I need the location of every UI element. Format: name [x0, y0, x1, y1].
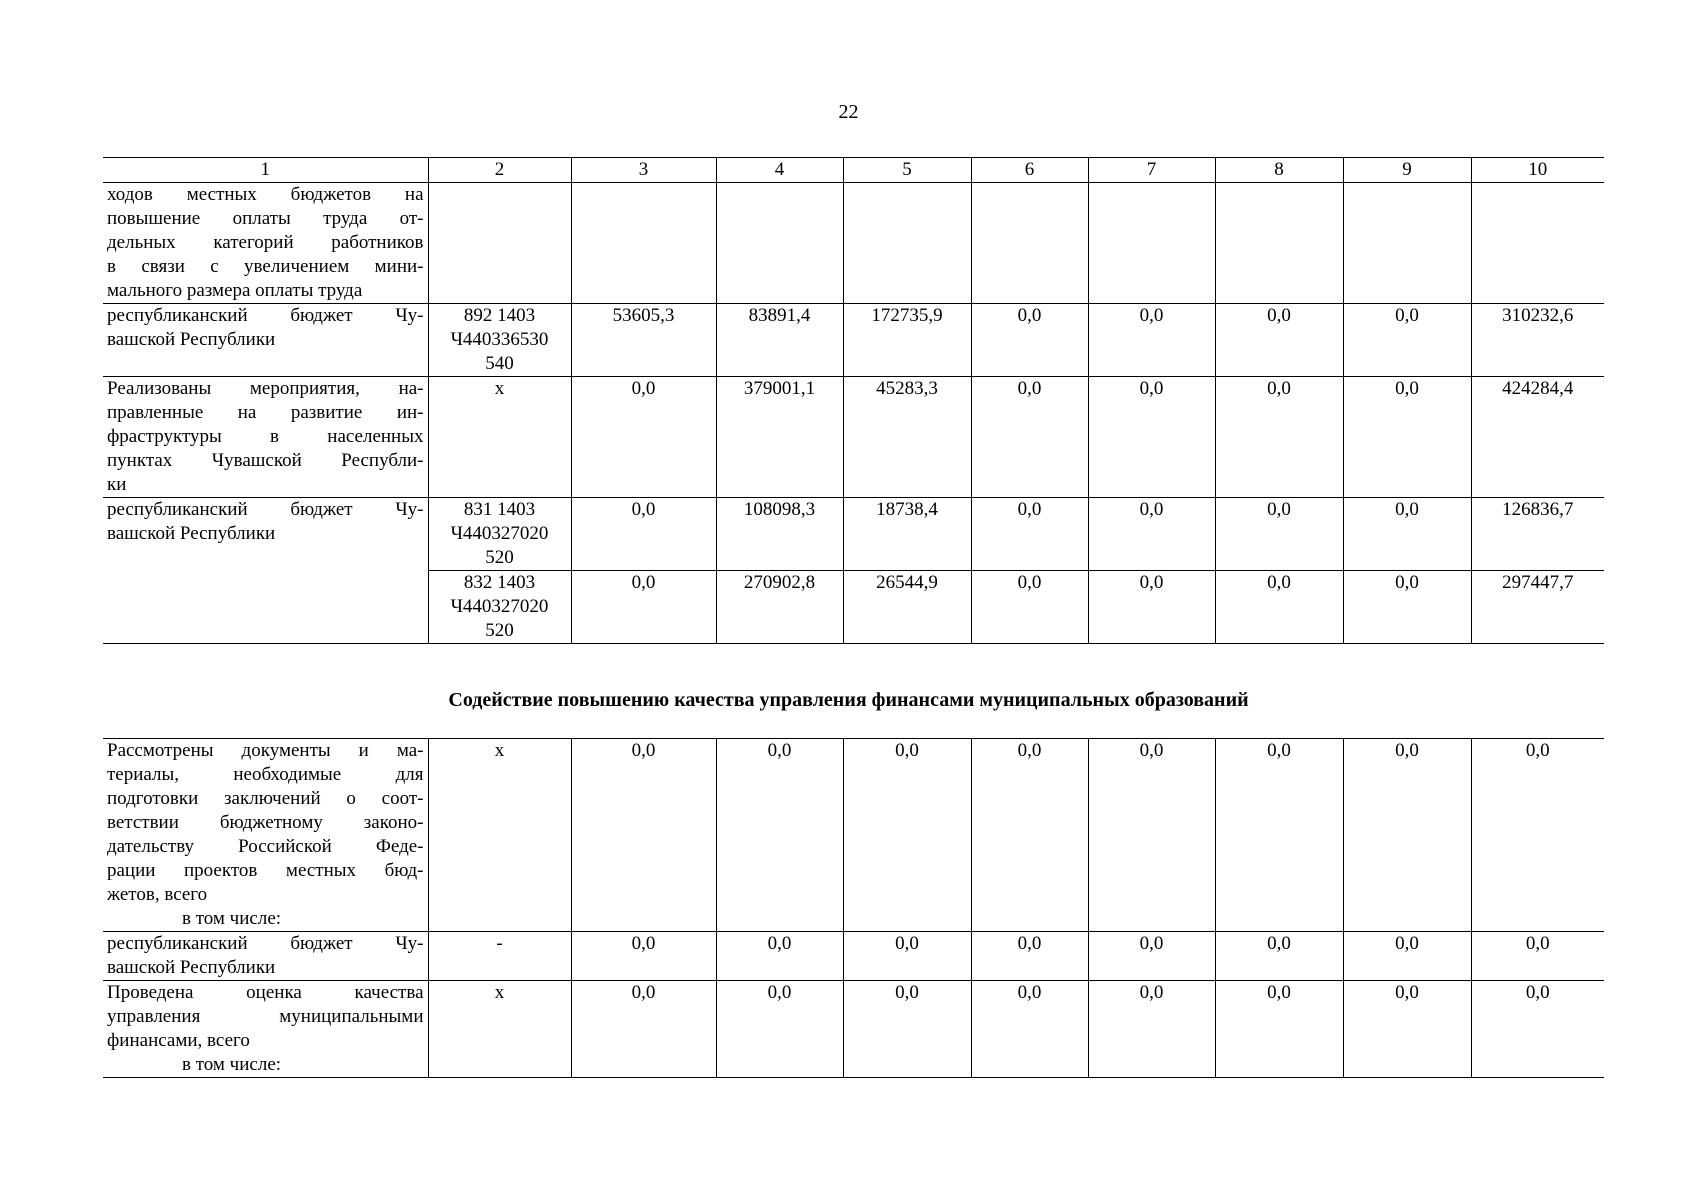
budget-code — [428, 183, 571, 304]
value-cell: 0,0 — [1088, 981, 1215, 1078]
table-row — [103, 498, 1604, 571]
text-line: 832 1403 — [463, 572, 536, 593]
value-cell: 45283,3 — [843, 377, 971, 498]
value-cell: 0,0 — [843, 739, 971, 932]
value-cell: 0,0 — [971, 377, 1088, 498]
value-cell: 0,0 — [1088, 304, 1215, 377]
section-title: Содействие повышению качества управления финансами муниципальных образований — [448, 689, 1249, 711]
budget-code — [428, 739, 571, 932]
row-description — [103, 183, 428, 304]
column-header: 8 — [1215, 158, 1343, 183]
value-cell: 0,0 — [1088, 739, 1215, 932]
column-header: 3 — [571, 158, 716, 183]
value-cell: 0,0 — [1471, 932, 1604, 981]
value-cell: 0,0 — [971, 498, 1088, 571]
text-line: Ч440327020 — [450, 596, 549, 617]
text-line: 831 1403 — [463, 499, 536, 520]
budget-code — [428, 304, 571, 377]
value-cell: 0,0 — [1088, 377, 1215, 498]
value-cell: 0,0 — [571, 377, 716, 498]
column-header: 9 — [1343, 158, 1471, 183]
budget-table-bottom — [103, 738, 1604, 1078]
text-line: республиканский бюджет Чу- — [107, 305, 424, 326]
value-cell: 0,0 — [971, 304, 1088, 377]
budget-code — [428, 377, 571, 498]
row-description — [103, 739, 428, 932]
text-line: вашской Республики — [107, 957, 276, 978]
value-cell: 0,0 — [1215, 304, 1343, 377]
value-cell: 310232,6 — [1471, 304, 1604, 377]
table-row — [103, 377, 1604, 498]
value-cell: 424284,4 — [1471, 377, 1604, 498]
text-line: ходов местных бюджетов на — [107, 184, 424, 205]
text-line: пунктах Чувашской Республи- — [107, 450, 424, 471]
text-line: рации проектов местных бюд- — [107, 860, 424, 881]
column-header: 5 — [843, 158, 971, 183]
column-header: 10 — [1471, 158, 1604, 183]
text-line: правленные на развитие ин- — [107, 402, 424, 423]
value-cell — [571, 183, 716, 304]
value-cell: 0,0 — [571, 571, 716, 644]
value-cell: 0,0 — [571, 739, 716, 932]
text-line: повышение оплаты труда от- — [107, 208, 424, 229]
text-line: х — [494, 740, 505, 761]
value-cell: 0,0 — [1088, 932, 1215, 981]
value-cell: 0,0 — [971, 571, 1088, 644]
text-line: 520 — [485, 547, 514, 568]
value-cell: 0,0 — [716, 932, 843, 981]
text-line: фраструктуры в населенных — [107, 426, 424, 447]
value-cell: 0,0 — [1343, 932, 1471, 981]
value-cell: 379001,1 — [716, 377, 843, 498]
row-description — [103, 981, 428, 1078]
value-cell — [971, 183, 1088, 304]
value-cell: 0,0 — [1471, 739, 1604, 932]
value-cell: 0,0 — [571, 498, 716, 571]
text-line: Рассмотрены документы и ма- — [107, 740, 424, 761]
column-header: 6 — [971, 158, 1088, 183]
page-number: 22 — [838, 101, 859, 123]
including-label: в том числе: — [182, 908, 282, 929]
text-line: управления муниципальными — [107, 1006, 424, 1027]
text-line: х — [494, 378, 505, 399]
budget-code — [428, 981, 571, 1078]
value-cell: 108098,3 — [716, 498, 843, 571]
column-header: 7 — [1088, 158, 1215, 183]
row-description — [103, 571, 428, 644]
value-cell: 297447,7 — [1471, 571, 1604, 644]
value-cell — [1343, 183, 1471, 304]
text-line: подготовки заключений о соот- — [107, 788, 424, 809]
value-cell: 0,0 — [1343, 981, 1471, 1078]
value-cell: 0,0 — [971, 932, 1088, 981]
column-header-row — [103, 158, 1604, 183]
value-cell: 0,0 — [1343, 498, 1471, 571]
text-line: республиканский бюджет Чу- — [107, 499, 424, 520]
value-cell: 0,0 — [1215, 981, 1343, 1078]
value-cell: 270902,8 — [716, 571, 843, 644]
value-cell: 0,0 — [971, 739, 1088, 932]
row-description — [103, 304, 428, 377]
value-cell: 0,0 — [971, 981, 1088, 1078]
text-line: жетов, всего — [107, 884, 208, 905]
value-cell: 26544,9 — [843, 571, 971, 644]
text-line: в связи с увеличением мини- — [107, 256, 424, 277]
row-description — [103, 932, 428, 981]
value-cell: 0,0 — [716, 981, 843, 1078]
text-line: мального размера оплаты труда — [107, 280, 363, 301]
text-line: вашской Республики — [107, 329, 276, 350]
value-cell: 0,0 — [571, 932, 716, 981]
value-cell: 126836,7 — [1471, 498, 1604, 571]
table-row — [103, 932, 1604, 981]
value-cell: 0,0 — [1471, 981, 1604, 1078]
value-cell — [1471, 183, 1604, 304]
text-line: х — [494, 982, 505, 1003]
text-line: ветствии бюджетному законо- — [107, 812, 424, 833]
text-line: дательству Российской Феде- — [107, 836, 424, 857]
value-cell: 172735,9 — [843, 304, 971, 377]
value-cell: 0,0 — [1343, 571, 1471, 644]
value-cell: 0,0 — [1215, 498, 1343, 571]
text-line: дельных категорий работников — [107, 232, 424, 253]
value-cell: 0,0 — [843, 981, 971, 1078]
value-cell: 83891,4 — [716, 304, 843, 377]
text-line: 540 — [485, 353, 514, 374]
value-cell: 53605,3 — [571, 304, 716, 377]
text-line: Проведена оценка качества — [107, 982, 424, 1003]
text-line: Ч440327020 — [450, 523, 549, 544]
value-cell: 0,0 — [1343, 304, 1471, 377]
table-row — [103, 981, 1604, 1078]
text-line: териалы, необходимые для — [107, 764, 424, 785]
budget-code — [428, 932, 571, 981]
column-header: 2 — [428, 158, 571, 183]
text-line: - — [496, 933, 503, 954]
value-cell: 0,0 — [1215, 739, 1343, 932]
text-line: 520 — [485, 620, 514, 641]
table-row — [103, 739, 1604, 932]
value-cell: 0,0 — [1215, 377, 1343, 498]
text-line: ки — [107, 474, 127, 495]
row-description — [103, 498, 428, 571]
value-cell — [1088, 183, 1215, 304]
text-line: финансами, всего — [107, 1030, 250, 1051]
text-line: вашской Республики — [107, 523, 276, 544]
value-cell: 0,0 — [1343, 739, 1471, 932]
value-cell — [843, 183, 971, 304]
value-cell: 0,0 — [1343, 377, 1471, 498]
value-cell: 0,0 — [1088, 498, 1215, 571]
value-cell: 0,0 — [571, 981, 716, 1078]
including-label: в том числе: — [182, 1054, 282, 1075]
table-row — [103, 571, 1604, 644]
value-cell: 18738,4 — [843, 498, 971, 571]
column-header: 1 — [103, 158, 428, 183]
value-cell: 0,0 — [1215, 932, 1343, 981]
value-cell: 0,0 — [716, 739, 843, 932]
text-line: Ч440336530 — [450, 329, 549, 350]
budget-table-top — [103, 157, 1604, 644]
text-line: республиканский бюджет Чу- — [107, 933, 424, 954]
text-line: 892 1403 — [463, 305, 536, 326]
table-row — [103, 304, 1604, 377]
value-cell: 0,0 — [843, 932, 971, 981]
row-description — [103, 377, 428, 498]
value-cell — [716, 183, 843, 304]
budget-code — [428, 571, 571, 644]
value-cell — [1215, 183, 1343, 304]
value-cell: 0,0 — [1215, 571, 1343, 644]
column-header: 4 — [716, 158, 843, 183]
text-line: Реализованы мероприятия, на- — [107, 378, 424, 399]
budget-code — [428, 498, 571, 571]
value-cell: 0,0 — [1088, 571, 1215, 644]
table-row — [103, 183, 1604, 304]
